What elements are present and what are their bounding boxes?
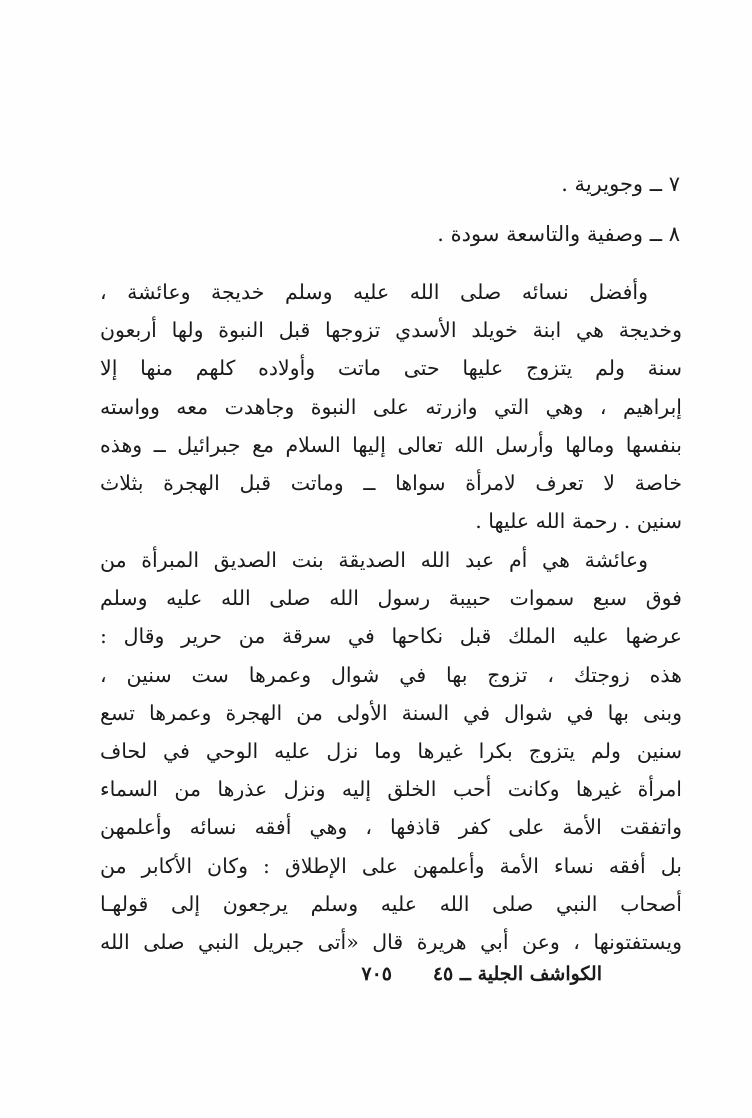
text-line: بنفسها ومالها وأرسل الله تعالى إليها السلام مع جبرائيل ــ وهذه <box>100 432 682 457</box>
list-item-7: ٧ ــ وجويرية . <box>561 172 680 196</box>
text-line: أصحاب النبي صلى الله عليه وسلم يرجعون إلى قولهـا <box>100 891 682 916</box>
paragraph-aisha <box>100 541 682 961</box>
text-line: سنين ولم يتزوج بكرا غيرها وما نزل عليه الوحي في لحاف <box>100 738 682 763</box>
text-line: بل أفقه نساء الأمة وأعلمهن على الإطلاق : وكان الأكابر من <box>100 853 682 878</box>
page-number: ٧٠٥ <box>361 963 392 985</box>
text-line: هذه زوجتك ، تزوج بها في شوال وعمرها ست سنين ، <box>100 662 682 687</box>
text-line: عرضها عليه الملك قبل نكاحها في سرقة من حرير وقال : <box>100 624 682 649</box>
text-line: واتفقت الأمة على كفر قاذفها ، وهي أفقه نسائه وأعلمهن <box>100 815 682 840</box>
page-footer <box>100 956 682 992</box>
text-line: وعائشة هي أم عبد الله الصديقة بنت الصديق المبرأة من <box>100 548 648 572</box>
text-line: امرأة غيرها وكانت أحب الخلق إليه ونزل عذرها من السماء <box>100 777 682 802</box>
text-line: وخديجة هي ابنة خويلد الأسدي تزوجها قبل النبوة ولها أربعون <box>100 318 682 343</box>
running-title: الكواشف الجلية ــ ٤٥ <box>432 963 602 985</box>
text-line: فوق سبع سموات حبيبة رسول الله صلى الله عليه وسلم <box>100 586 682 611</box>
text-line: خاصة لا تعرف لامرأة سواها ــ وماتت قبل الهجرة بثلاث <box>100 470 682 495</box>
text-line: إبراهيم ، وهي التي وازرته على النبوة وجاهدت معه وواسته <box>100 394 682 419</box>
text-line: وأفضل نسائه صلى الله عليه وسلم خديجة وعائشة ، <box>100 280 648 304</box>
text-line: وبنى بها في شوال في السنة الأولى من الهجرة وعمرها تسع <box>100 700 682 725</box>
text-line: ويستفتونها ، وعن أبي هريرة قال «أتى جبريل النبي صلى الله <box>100 929 682 954</box>
text-line: سنين . رحمة الله عليها . <box>475 509 682 534</box>
list-item-8: ٨ ــ وصفية والتاسعة سودة . <box>437 222 680 246</box>
text-line: سنة ولم يتزوج عليها حتى ماتت وأولاده كلهم منها إلا <box>100 356 682 381</box>
paragraph-khadija <box>100 273 682 540</box>
